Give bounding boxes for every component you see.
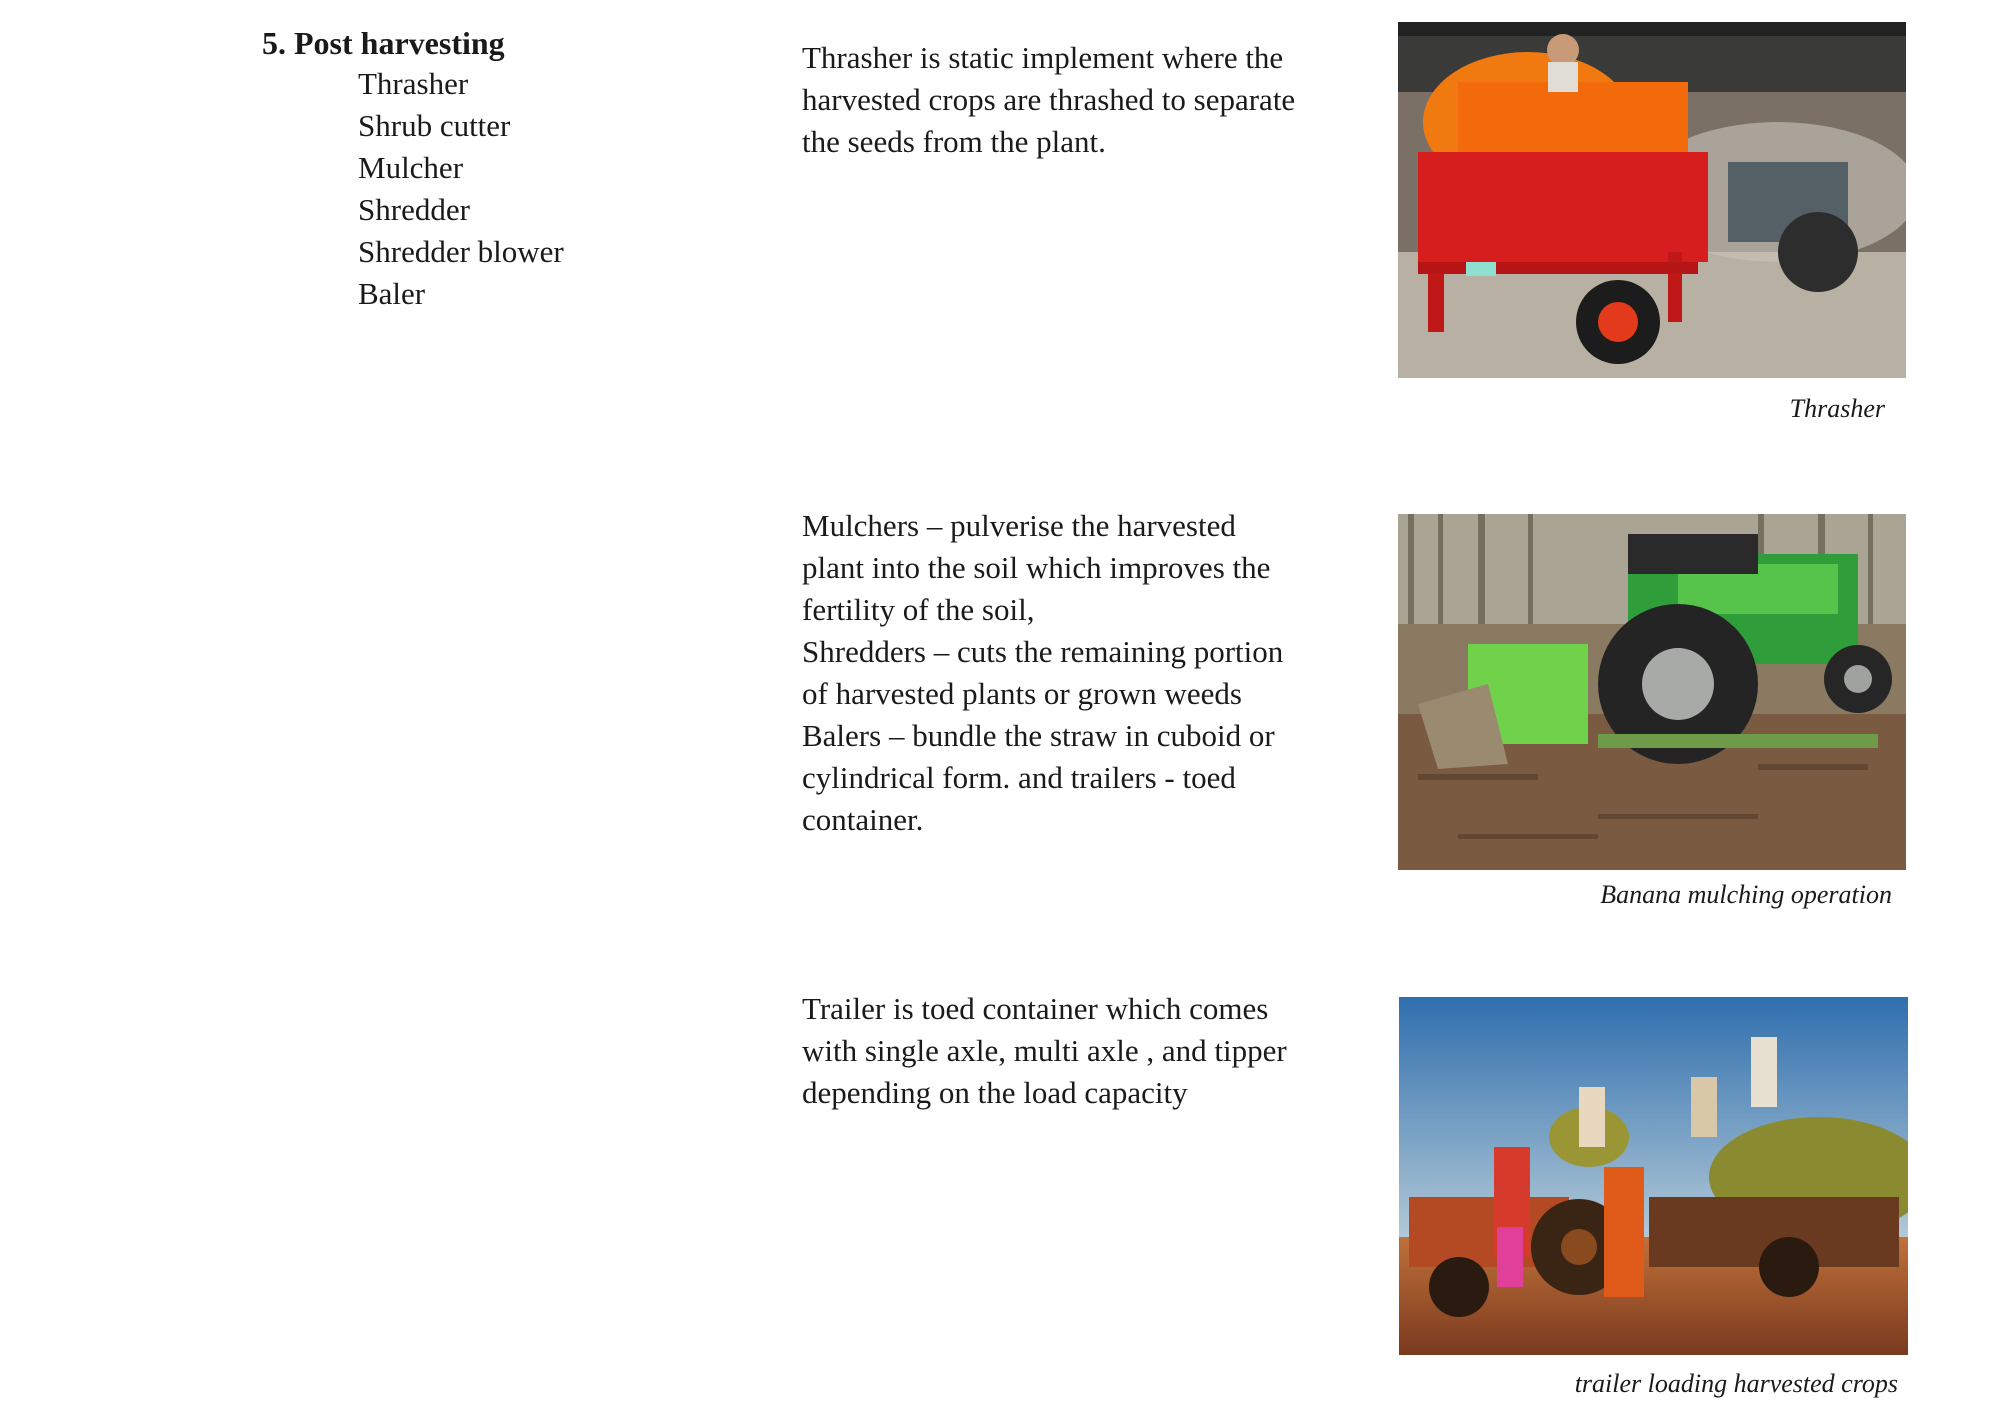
text-line: plant into the soil which improves the (802, 550, 1271, 585)
text-line: fertility of the soil, (802, 592, 1035, 627)
trailer-description (802, 988, 1314, 1114)
list-item: Shredder (358, 192, 470, 227)
text-line: depending on the load capacity (802, 1075, 1188, 1110)
text-line: Mulchers – pulverise the harvested (802, 508, 1236, 543)
trailer-photo (1399, 997, 1908, 1355)
thrasher-description (802, 37, 1314, 163)
mulching-photo (1398, 514, 1906, 870)
text-line: Balers – bundle the straw in cuboid or (802, 718, 1275, 753)
list-item: Thrasher (358, 66, 469, 101)
text-line: the seeds from the plant. (802, 124, 1106, 159)
text-line: Thrasher is static implement where the (802, 40, 1284, 75)
text-line: cylindrical form. and trailers - toed (802, 760, 1236, 795)
implement-list (358, 63, 564, 315)
text-line: with single axle, multi axle , and tipper (802, 1033, 1287, 1068)
list-item: Baler (358, 276, 426, 311)
section-heading: 5. Post harvesting (262, 25, 505, 61)
list-item: Shrub cutter (358, 108, 511, 143)
mulcher-description (802, 505, 1314, 841)
text-line: container. (802, 802, 924, 837)
text-line: Shredders – cuts the remaining portion (802, 634, 1284, 669)
mulching-caption: Banana mulching operation (1600, 880, 1892, 909)
list-item: Shredder blower (358, 234, 564, 269)
thrasher-caption: Thrasher (1789, 394, 1885, 423)
text-line: Trailer is toed container which comes (802, 991, 1269, 1026)
text-line: of harvested plants or grown weeds (802, 676, 1242, 711)
list-item: Mulcher (358, 150, 464, 185)
text-line: harvested crops are thrashed to separate (802, 82, 1296, 117)
trailer-caption: trailer loading harvested crops (1574, 1369, 1898, 1398)
thrasher-photo (1398, 22, 1906, 378)
